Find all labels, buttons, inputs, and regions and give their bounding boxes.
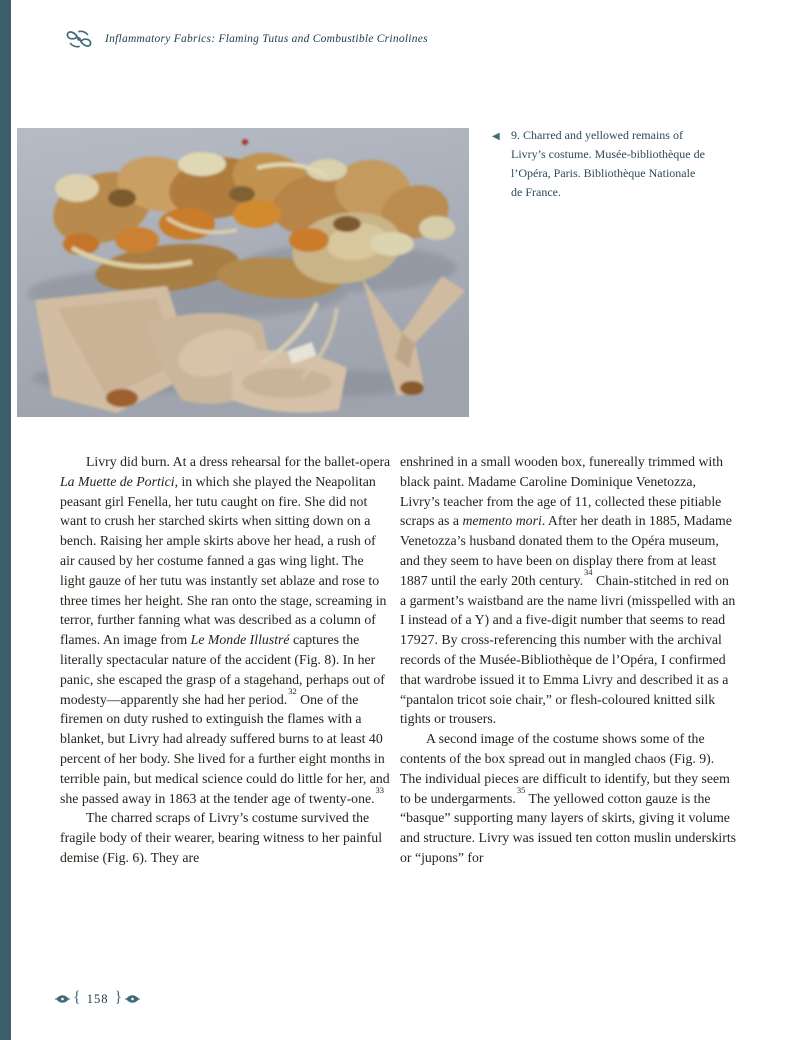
fleuron-brace-right-icon [125, 993, 140, 1005]
running-header [64, 26, 428, 52]
figure-caption [492, 126, 706, 202]
body-paragraph: The charred scraps of Livry’s costume survived the fragile body of their wearer, bearing witness to her painful demise (Fig. 6). They are [60, 810, 383, 865]
fleuron-brace-left-icon [55, 993, 70, 1005]
folio-brace-right: } [114, 989, 123, 1006]
figure-caption-number: 9. [511, 128, 520, 142]
page-number: 158 [86, 991, 109, 1006]
figure-caption-text: Charred and yellowed remains of Livry’s costume. Musée-bibliothèque de l’Opéra, Paris. Bibliothèque Nationale de France. [511, 128, 705, 199]
costume-remains-photo-image [17, 128, 469, 417]
running-header-title: Inflammatory Fabrics: Flaming Tutus and Combustible Crinolines [105, 33, 428, 45]
body-paragraph: enshrined in a small wooden box, funereally trimmed with black paint. Madame Caroline Dominique Venetozza, Livry’s teacher from the age of 11, collected these pitiable scraps as a memento mori. After her death in 1885, Madame Venetozza’s husband donated them to the Opéra museum, and they seem to have been on display there from at least 1887 until the early 20th century.$^{34}$ Chain-stitched in red on a garment’s waistband are the name livri (misspelled with an I instead of a Y) and a five-digit number that seems to read 17927. By cross-referencing this number with the archival records of the Musée-Bibliothèque de l’Opéra, I confirmed that wardrobe issued it to Emma Livry and described it as a “pantalon tricot soie chair,” or flesh-coloured knitted silk tights or trousers. [400, 454, 736, 727]
caption-left-triangle-icon: ◀ [492, 131, 500, 142]
body-paragraph: Livry did burn. At a dress rehearsal for the ballet-opera La Muette de Portici, in which she played the Neapolitan peasant girl Fenella, her tutu caught on fire. She did not want to crush her starched skirts when sitting down on a bench. Raising her ample skirts above her head, a rush of air caused by her costume fanned a gas wing light. The light gauze of her tutu was instantly set ablaze and rose to three times her height. She ran onto the stage, screaming in terror, further fanning what was described as a column of flames. An image from Le Monde Illustré captures the literally spectacular nature of the accident (Fig. 8). In her panic, she escaped the grasp of a stagehand, perhaps out of modesty—apparently she had her period.$^{32}$ One of the firemen on duty rushed to extinguish the flames with a blanket, but Livry had already suffered burns to at least 40 percent of her body. She lived for a further eight months in terrible pain, but medical science could do little for her, and she passed away in 1863 at the tender age of twenty-one.$^{33}$ [60, 454, 391, 806]
fleuron-swirl-icon [64, 26, 94, 52]
body-paragraph: A second image of the costume shows some of the contents of the box spread out in mangled chaos (Fig. 9). The individual pieces are difficult to identify, but they seem to be undergarments.$^{35}$ The yellowed cotton gauze is the “basque” supporting many layers of skirts, giving it volume and structure. Livry was issued ten cotton muslin underskirts or “jupons” for [400, 731, 737, 865]
left-edge-rule [0, 0, 11, 1040]
text-column-right [400, 452, 738, 868]
folio-brace-left: { [73, 989, 81, 1006]
page-footer [55, 991, 140, 1007]
costume-remains-photo [17, 128, 469, 417]
text-column-left [60, 452, 392, 868]
